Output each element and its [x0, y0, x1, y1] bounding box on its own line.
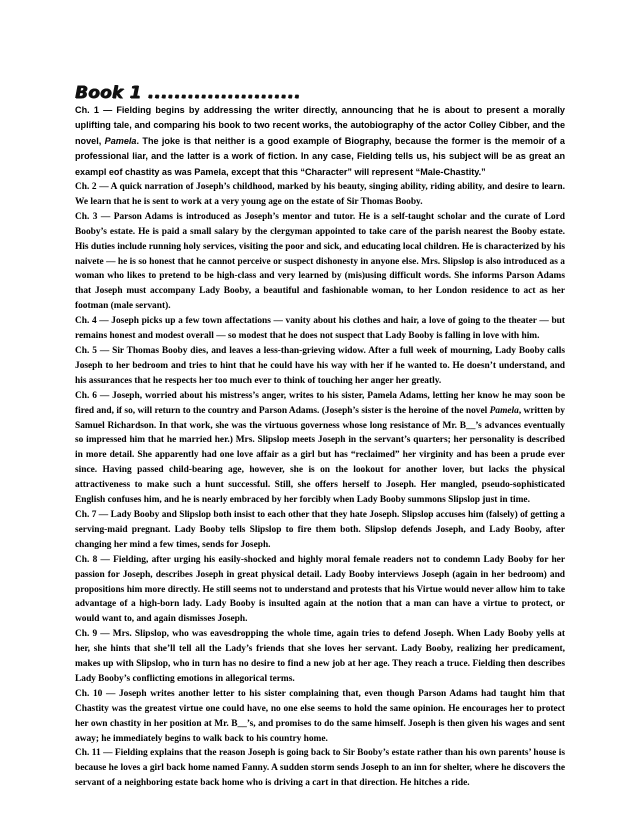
chapter-9-summary: Ch. 9 — Mrs. Slipslop, who was eavesdropping the whole time, again tries to defend Joseph. When Lady Booby yells at her, she hints that she’ll tell all the Lady’s friends that she loves her servant. Lady Booby, realizing her predicament, makes up with Slipslop, who in turn has no desire to find a new job at her age. They reach a truce. Fielding then describes Lady Booby’s conflicting emotions in allegorical terms.	[75, 629, 565, 684]
chapter-1-text-a: Ch. 1 — Fielding begins by addressing the writer directly, announcing that he is about to present a morally uplifting tale, and comparing his book to two recent works, the autobiography of the actor Colley Cibber, and the novel,	[75, 105, 565, 146]
book-heading: Book 1 .......................	[75, 83, 301, 103]
chapter-1-title-emphasis: Pamela	[104, 135, 137, 146]
chapter-3-summary: Ch. 3 — Parson Adams is introduced as Joseph’s mentor and tutor. He is a self-taught scholar and the curate of Lord Booby’s estate. He is paid a small salary by the clergyman appointed to take care of the parish nearest the Booby estate. His duties include running holy services, visiting the poor and sick, and educating local children. He is characterized by his naivete — he is so honest that he cannot perceive or suspect dishonesty in anyone else. Mrs. Slipslop is also introduced as a woman who likes to pretend to be high-class and very learned by (mis)using difficult words. She informs Parson Adams that Joseph must accompany Lady Booby, a beautiful and fashionable woman, to her London residence to act as her footman (male servant).	[75, 211, 565, 312]
chapter-5-summary: Ch. 5 — Sir Thomas Booby dies, and leaves a less-than-grieving widow. After a full week of mourning, Lady Booby calls Joseph to her bedroom and tries to hint that he could have his way with her if he wanted to. He doesn’t understand, and his assurances that he respects her too much ever to think of touching her anger her greatly.	[75, 346, 565, 386]
chapter-10-summary: Ch. 10 — Joseph writes another letter to his sister complaining that, even though Parson Adams had taught him that Chastity was the greatest virtue one could have, no one else seems to hold the same opinion. He encourages her to protect her own chastity in her position at Mr. B__’s, and promises to do the same himself. Joseph is then given his wages and sent away; he immediately begins to walk back to his country home.	[75, 688, 565, 744]
chapter-6-text-a: Ch. 6 — Joseph, worried about his mistress’s anger, writes to his sister, Pamela Adams, letting her know he may soon be fired and, if so, will return to the country and Parson Adams. (Joseph’s sister is the heroine of the novel	[75, 390, 565, 416]
chapter-2-summary: Ch. 2 — A quick narration of Joseph’s childhood, marked by his beauty, singing ability, riding ability, and desire to learn. We learn that he is sent to work at a very young age on the estate of Sir Thomas Booby.	[75, 182, 565, 207]
chapter-summaries	[75, 103, 565, 791]
chapter-11-summary: Ch. 11 — Fielding explains that the reason Joseph is going back to Sir Booby’s estate rather than his own parents’ house is because he loves a girl back home named Fanny. A sudden storm sends Joseph to an inn for shelter, where he discovers the servant of a neighboring estate back home who is driving a cart in that direction. He hitches a ride.	[75, 748, 565, 789]
chapter-7-summary: Ch. 7 — Lady Booby and Slipslop both insist to each other that they hate Joseph. Slipslop accuses him (falsely) of getting a serving-maid pregnant. Lady Booby tells Slipslop to fire them both. Slipslop defends Joseph, and Lady Booby, after changing her mind a few times, sends for Joseph.	[75, 509, 565, 550]
chapter-4-summary: Ch. 4 — Joseph picks up a few town affectations — vanity about his clothes and hair, a love of going to the theater — but remains honest and modest overall — so modest that he does not suspect that Lady Booby is falling in love with him.	[75, 316, 565, 342]
chapter-1-summary	[75, 103, 565, 180]
chapter-6-text-b: , written by Samuel Richardson. In that work, she was the virtuous governess whose long resistance of Mr. B__’s advances eventually so impressed him that he married her.) Mrs. Slipslop meets Joseph in the servant’s quarters; her personality is described in more detail. She apparently had one love affair as a girl but has “reclaimed” her virginity and has been a prude ever since. Having passed child-bearing age, however, she is on the lookout for another lover, but lacks the physical attractiveness to make such a hunt successful. Still, she offers herself to Joseph. Her mangled, pseudo-sophisticated English confuses him, and he is nearly embraced by her forcibly when Lady Booby summons Slipslop just in time.	[75, 405, 565, 506]
chapter-1-text-b: . The joke is that neither is a good example of Biography, because the former is the memoir of a professional liar, and the latter is a work of fiction. In any case, Fielding tells us, his subject will be as great an exampl eof chastity as was Pamela, except that this “Character” will represent “Male-Chastity.”	[75, 135, 565, 177]
chapter-6-summary	[75, 389, 565, 508]
chapter-6-title-emphasis: Pamela	[489, 405, 519, 416]
chapter-8-summary: Ch. 8 — Fielding, after urging his easily-shocked and highly moral female readers not to condemn Lady Booby for her passion for Joseph, describes Joseph in great physical detail. Lady Booby interviews Joseph (again in her bedroom) and propositions him more directly. He still seems not to understand and protests that his Virtue would never allow him to take advantage of a high-born lady. Lady Booby is insulted again at the notion that a man can have a virtue to protect, or would want to, and again dismisses Joseph.	[75, 554, 565, 625]
